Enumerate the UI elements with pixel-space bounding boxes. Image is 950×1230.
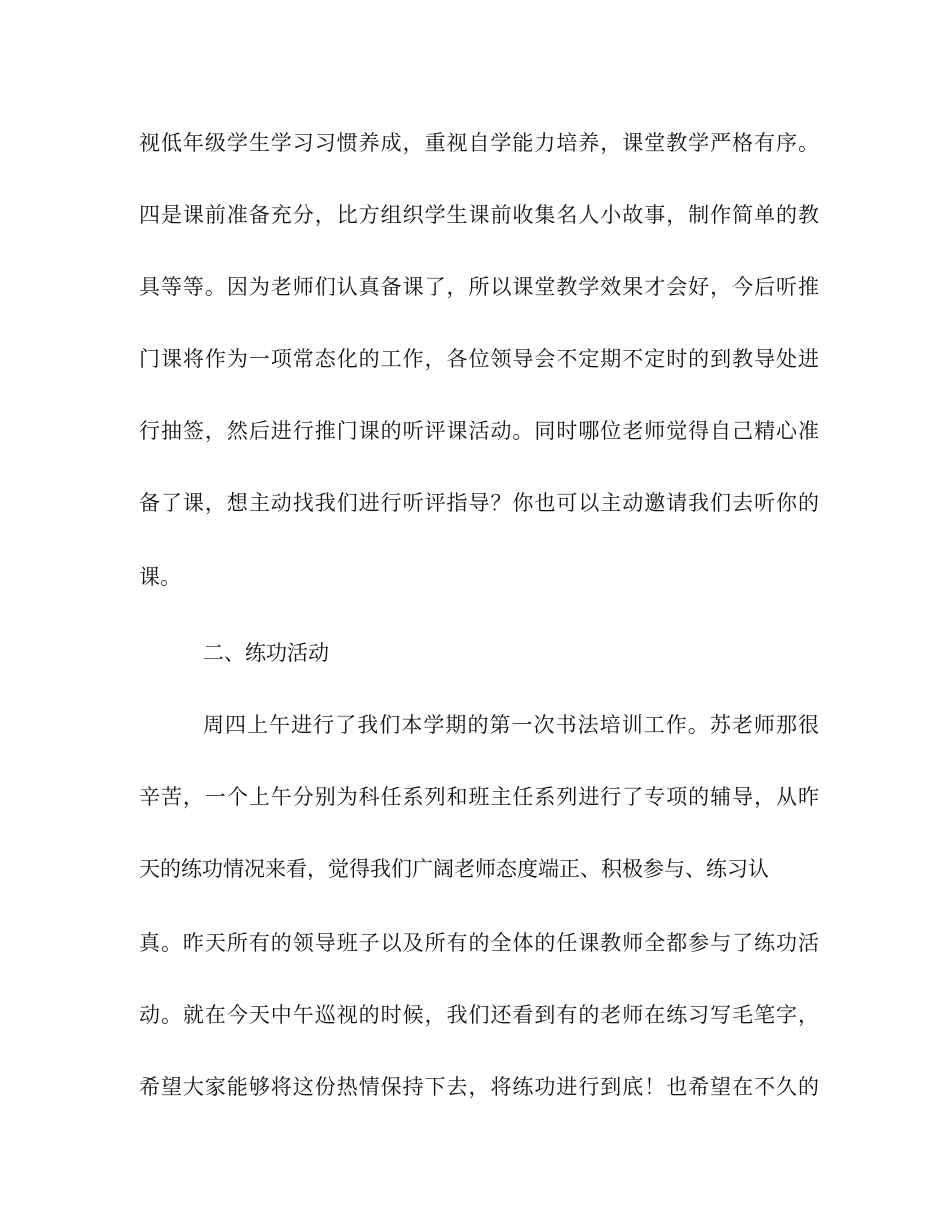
paragraph-line: 门课将作为一项常态化的工作，各位领导会不定期不定时的到教导处进 <box>139 347 819 371</box>
paragraph-line-last: 课。 <box>139 565 181 589</box>
paragraph-line: 四是课前准备充分，比方组织学生课前收集名人小故事，制作简单的教 <box>139 203 819 227</box>
paragraph-line: 辛苦，一个上午分别为科任系列和班主任系列进行了专项的辅导，从昨 <box>139 785 819 809</box>
paragraph-line: 天的练功情况来看，觉得我们广阔老师态度端正、积极参与、练习认 <box>139 857 769 881</box>
paragraph-line: 备了课，想主动找我们进行听评指导？你也可以主动邀请我们去听你的 <box>139 491 819 515</box>
paragraph-line: 真。昨天所有的领导班子以及所有的全体的任课教师全都参与了练功活 <box>139 931 819 955</box>
paragraph-line: 视低年级学生学习习惯养成，重视自学能力培养，课堂教学严格有序。 <box>139 131 819 155</box>
paragraph-line-first: 周四上午进行了我们本学期的第一次书法培训工作。苏老师那很 <box>203 713 819 737</box>
section-heading: 二、练功活动 <box>203 641 329 665</box>
paragraph-line: 希望大家能够将这份热情保持下去，将练功进行到底！也希望在不久的 <box>139 1075 819 1099</box>
paragraph-line: 具等等。因为老师们认真备课了，所以课堂教学效果才会好，今后听推 <box>139 275 819 299</box>
paragraph-line: 行抽签，然后进行推门课的听评课活动。同时哪位老师觉得自己精心准 <box>139 419 819 443</box>
paragraph-line: 动。就在今天中午巡视的时候，我们还看到有的老师在练习写毛笔字， <box>139 1003 819 1027</box>
